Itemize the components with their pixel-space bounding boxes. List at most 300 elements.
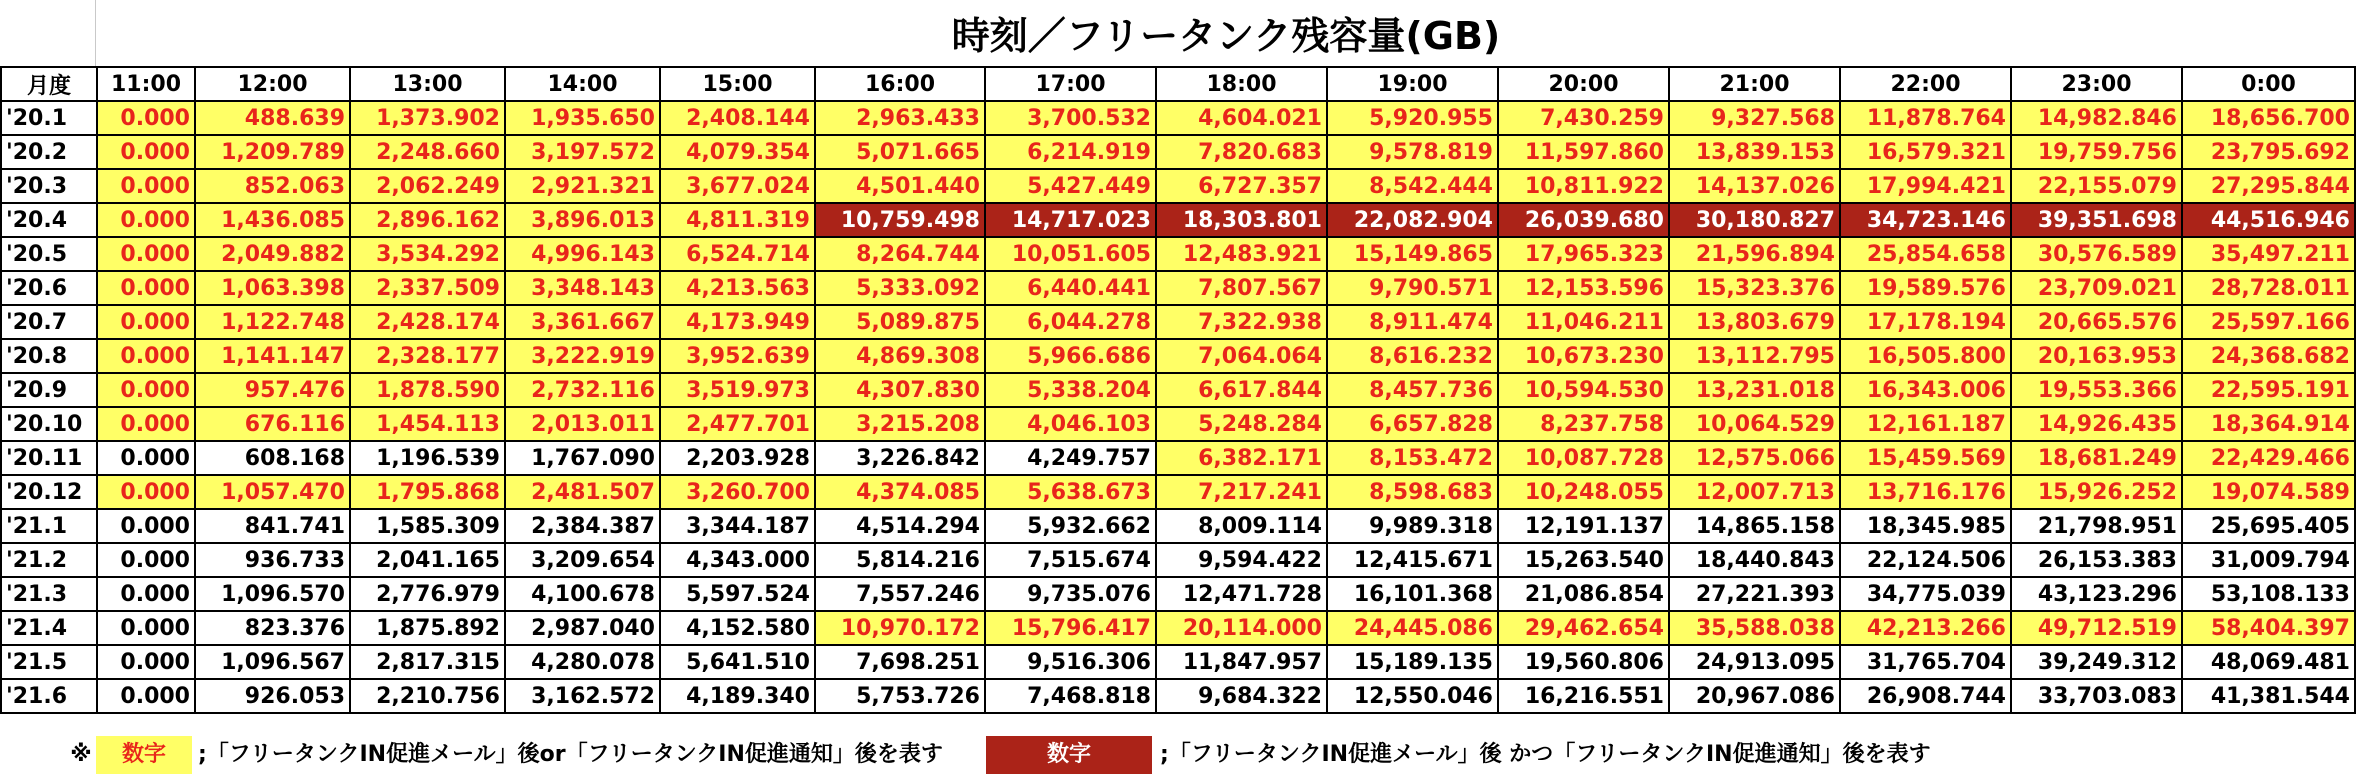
value-cell[interactable]: 34,775.039 <box>1840 577 2011 611</box>
table-row <box>1 407 2355 441</box>
value-cell[interactable]: 3,348.143 <box>505 271 660 305</box>
value-cell[interactable]: 7,217.241 <box>1156 475 1327 509</box>
value-cell[interactable]: 4,307.830 <box>815 373 985 407</box>
value-cell[interactable]: 35,497.211 <box>2182 237 2355 271</box>
value-cell[interactable]: 17,994.421 <box>1840 169 2011 203</box>
value-cell[interactable]: 0.000 <box>97 611 195 645</box>
value-cell[interactable]: 2,896.162 <box>350 203 505 237</box>
table-row <box>1 475 2355 509</box>
legend-yellow-description: ;「フリータンクIN促進メール」後or「フリータンクIN促進通知」後を表す <box>198 742 943 767</box>
value-cell[interactable]: 5,333.092 <box>815 271 985 305</box>
value-cell[interactable]: 3,677.024 <box>660 169 815 203</box>
value-cell[interactable]: 3,344.187 <box>660 509 815 543</box>
value-cell[interactable]: 3,700.532 <box>985 101 1156 135</box>
month-cell[interactable]: '21.3 <box>1 577 97 611</box>
value-cell[interactable]: 22,082.904 <box>1327 203 1498 237</box>
month-cell[interactable]: '20.6 <box>1 271 97 305</box>
header-hour[interactable]: 15:00 <box>660 67 815 101</box>
value-cell[interactable]: 18,440.843 <box>1669 543 1840 577</box>
value-cell[interactable]: 21,596.894 <box>1669 237 1840 271</box>
value-cell[interactable]: 41,381.544 <box>2182 679 2355 713</box>
value-cell[interactable]: 7,430.259 <box>1498 101 1669 135</box>
value-cell[interactable]: 23,795.692 <box>2182 135 2355 169</box>
legend-red-swatch: 数字 <box>986 736 1152 774</box>
value-cell[interactable]: 0.000 <box>97 373 195 407</box>
value-cell[interactable]: 6,214.919 <box>985 135 1156 169</box>
value-cell[interactable]: 15,323.376 <box>1669 271 1840 305</box>
header-hour[interactable]: 17:00 <box>985 67 1156 101</box>
value-cell[interactable]: 17,965.323 <box>1498 237 1669 271</box>
header-hour[interactable]: 13:00 <box>350 67 505 101</box>
header-row <box>1 67 2355 101</box>
value-cell[interactable]: 1,878.590 <box>350 373 505 407</box>
value-cell[interactable]: 2,041.165 <box>350 543 505 577</box>
value-cell[interactable]: 53,108.133 <box>2182 577 2355 611</box>
value-cell[interactable]: 8,457.736 <box>1327 373 1498 407</box>
table-row <box>1 339 2355 373</box>
value-cell[interactable]: 1,196.539 <box>350 441 505 475</box>
value-cell[interactable]: 676.116 <box>195 407 350 441</box>
value-cell[interactable]: 936.733 <box>195 543 350 577</box>
value-cell[interactable]: 2,062.249 <box>350 169 505 203</box>
value-cell[interactable]: 5,966.686 <box>985 339 1156 373</box>
header-hour[interactable]: 22:00 <box>1840 67 2011 101</box>
value-cell[interactable]: 1,209.789 <box>195 135 350 169</box>
value-cell[interactable]: 13,803.679 <box>1669 305 1840 339</box>
value-cell[interactable]: 35,588.038 <box>1669 611 1840 645</box>
value-cell[interactable]: 5,071.665 <box>815 135 985 169</box>
month-cell[interactable]: '20.5 <box>1 237 97 271</box>
value-cell[interactable]: 13,716.176 <box>1840 475 2011 509</box>
value-cell[interactable]: 25,854.658 <box>1840 237 2011 271</box>
value-cell[interactable]: 4,189.340 <box>660 679 815 713</box>
value-cell[interactable]: 33,703.083 <box>2011 679 2182 713</box>
value-cell[interactable]: 4,374.085 <box>815 475 985 509</box>
value-cell[interactable]: 10,064.529 <box>1669 407 1840 441</box>
value-cell[interactable]: 11,878.764 <box>1840 101 2011 135</box>
value-cell[interactable]: 3,952.639 <box>660 339 815 373</box>
value-cell[interactable]: 22,595.191 <box>2182 373 2355 407</box>
value-cell[interactable]: 14,865.158 <box>1669 509 1840 543</box>
value-cell[interactable]: 15,926.252 <box>2011 475 2182 509</box>
header-hour[interactable]: 11:00 <box>97 67 195 101</box>
value-cell[interactable]: 15,149.865 <box>1327 237 1498 271</box>
value-cell[interactable]: 5,089.875 <box>815 305 985 339</box>
value-cell[interactable]: 10,087.728 <box>1498 441 1669 475</box>
value-cell[interactable]: 7,064.064 <box>1156 339 1327 373</box>
value-cell[interactable]: 823.376 <box>195 611 350 645</box>
value-cell[interactable]: 12,483.921 <box>1156 237 1327 271</box>
value-cell[interactable]: 19,759.756 <box>2011 135 2182 169</box>
value-cell[interactable]: 20,114.000 <box>1156 611 1327 645</box>
value-cell[interactable]: 23,709.021 <box>2011 271 2182 305</box>
value-cell[interactable]: 8,911.474 <box>1327 305 1498 339</box>
value-cell[interactable]: 19,560.806 <box>1498 645 1669 679</box>
value-cell[interactable]: 20,163.953 <box>2011 339 2182 373</box>
value-cell[interactable]: 4,343.000 <box>660 543 815 577</box>
value-cell[interactable]: 29,462.654 <box>1498 611 1669 645</box>
value-cell[interactable]: 7,557.246 <box>815 577 985 611</box>
value-cell[interactable]: 1,767.090 <box>505 441 660 475</box>
value-cell[interactable]: 3,215.208 <box>815 407 985 441</box>
value-cell[interactable]: 3,896.013 <box>505 203 660 237</box>
table-row <box>1 543 2355 577</box>
value-cell[interactable]: 9,578.819 <box>1327 135 1498 169</box>
value-cell[interactable]: 24,913.095 <box>1669 645 1840 679</box>
value-cell[interactable]: 14,717.023 <box>985 203 1156 237</box>
value-cell[interactable]: 13,112.795 <box>1669 339 1840 373</box>
value-cell[interactable]: 5,338.204 <box>985 373 1156 407</box>
value-cell[interactable]: 22,124.506 <box>1840 543 2011 577</box>
value-cell[interactable]: 15,459.569 <box>1840 441 2011 475</box>
value-cell[interactable]: 2,732.116 <box>505 373 660 407</box>
value-cell[interactable]: 3,222.919 <box>505 339 660 373</box>
value-cell[interactable]: 25,597.166 <box>2182 305 2355 339</box>
value-cell[interactable]: 4,046.103 <box>985 407 1156 441</box>
value-cell[interactable]: 9,684.322 <box>1156 679 1327 713</box>
value-cell[interactable]: 11,046.211 <box>1498 305 1669 339</box>
value-cell[interactable]: 0.000 <box>97 271 195 305</box>
table-row <box>1 237 2355 271</box>
value-cell[interactable]: 1,585.309 <box>350 509 505 543</box>
value-cell[interactable]: 10,811.922 <box>1498 169 1669 203</box>
value-cell[interactable]: 7,820.683 <box>1156 135 1327 169</box>
value-cell[interactable]: 4,811.319 <box>660 203 815 237</box>
value-cell[interactable]: 11,597.860 <box>1498 135 1669 169</box>
value-cell[interactable]: 8,616.232 <box>1327 339 1498 373</box>
value-cell[interactable]: 2,817.315 <box>350 645 505 679</box>
month-cell[interactable]: '20.2 <box>1 135 97 169</box>
value-cell[interactable]: 10,051.605 <box>985 237 1156 271</box>
value-cell[interactable]: 0.000 <box>97 101 195 135</box>
value-cell[interactable]: 6,044.278 <box>985 305 1156 339</box>
value-cell[interactable]: 0.000 <box>97 203 195 237</box>
value-cell[interactable]: 6,657.828 <box>1327 407 1498 441</box>
value-cell[interactable]: 39,249.312 <box>2011 645 2182 679</box>
value-cell[interactable]: 22,429.466 <box>2182 441 2355 475</box>
value-cell[interactable]: 18,681.249 <box>2011 441 2182 475</box>
value-cell[interactable]: 16,101.368 <box>1327 577 1498 611</box>
value-cell[interactable]: 9,327.568 <box>1669 101 1840 135</box>
value-cell[interactable]: 3,260.700 <box>660 475 815 509</box>
value-cell[interactable]: 15,263.540 <box>1498 543 1669 577</box>
month-cell[interactable]: '21.2 <box>1 543 97 577</box>
header-hour[interactable]: 12:00 <box>195 67 350 101</box>
header-hour[interactable]: 21:00 <box>1669 67 1840 101</box>
month-cell[interactable]: '20.3 <box>1 169 97 203</box>
value-cell[interactable]: 2,428.174 <box>350 305 505 339</box>
value-cell[interactable]: 2,328.177 <box>350 339 505 373</box>
value-cell[interactable]: 1,057.470 <box>195 475 350 509</box>
value-cell[interactable]: 16,343.006 <box>1840 373 2011 407</box>
value-cell[interactable]: 19,589.576 <box>1840 271 2011 305</box>
value-cell[interactable]: 22,155.079 <box>2011 169 2182 203</box>
value-cell[interactable]: 19,074.589 <box>2182 475 2355 509</box>
value-cell[interactable]: 4,100.678 <box>505 577 660 611</box>
value-cell[interactable]: 5,427.449 <box>985 169 1156 203</box>
value-cell[interactable]: 4,079.354 <box>660 135 815 169</box>
value-cell[interactable]: 5,597.524 <box>660 577 815 611</box>
value-cell[interactable]: 0.000 <box>97 305 195 339</box>
value-cell[interactable]: 4,996.143 <box>505 237 660 271</box>
header-hour[interactable]: 18:00 <box>1156 67 1327 101</box>
value-cell[interactable]: 44,516.946 <box>2182 203 2355 237</box>
value-cell[interactable]: 4,213.563 <box>660 271 815 305</box>
value-cell[interactable]: 1,096.567 <box>195 645 350 679</box>
value-cell[interactable]: 18,364.914 <box>2182 407 2355 441</box>
value-cell[interactable]: 2,481.507 <box>505 475 660 509</box>
value-cell[interactable]: 8,237.758 <box>1498 407 1669 441</box>
value-cell[interactable]: 49,712.519 <box>2011 611 2182 645</box>
value-cell[interactable]: 31,765.704 <box>1840 645 2011 679</box>
value-cell[interactable]: 8,264.744 <box>815 237 985 271</box>
legend-red-description: ;「フリータンクIN促進メール」後 かつ「フリータンクIN促進通知」後を表す <box>1160 742 1931 767</box>
value-cell[interactable]: 17,178.194 <box>1840 305 2011 339</box>
month-cell[interactable]: '20.11 <box>1 441 97 475</box>
header-hour[interactable]: 19:00 <box>1327 67 1498 101</box>
value-cell[interactable]: 26,908.744 <box>1840 679 2011 713</box>
value-cell[interactable]: 21,086.854 <box>1498 577 1669 611</box>
value-cell[interactable]: 2,384.387 <box>505 509 660 543</box>
value-cell[interactable]: 957.476 <box>195 373 350 407</box>
value-cell[interactable]: 10,673.230 <box>1498 339 1669 373</box>
value-cell[interactable]: 4,514.294 <box>815 509 985 543</box>
value-cell[interactable]: 6,524.714 <box>660 237 815 271</box>
value-cell[interactable]: 8,153.472 <box>1327 441 1498 475</box>
value-cell[interactable]: 1,063.398 <box>195 271 350 305</box>
value-cell[interactable]: 3,226.842 <box>815 441 985 475</box>
value-cell[interactable]: 12,550.046 <box>1327 679 1498 713</box>
value-cell[interactable]: 12,007.713 <box>1669 475 1840 509</box>
value-cell[interactable]: 4,152.580 <box>660 611 815 645</box>
value-cell[interactable]: 2,477.701 <box>660 407 815 441</box>
value-cell[interactable]: 12,575.066 <box>1669 441 1840 475</box>
value-cell[interactable]: 20,665.576 <box>2011 305 2182 339</box>
value-cell[interactable]: 0.000 <box>97 135 195 169</box>
value-cell[interactable]: 4,501.440 <box>815 169 985 203</box>
value-cell[interactable]: 7,322.938 <box>1156 305 1327 339</box>
value-cell[interactable]: 4,280.078 <box>505 645 660 679</box>
sheet-title: 時刻／フリータンク残容量(GB) <box>951 14 1501 58</box>
value-cell[interactable]: 30,180.827 <box>1669 203 1840 237</box>
value-cell[interactable]: 13,231.018 <box>1669 373 1840 407</box>
value-cell[interactable]: 6,617.844 <box>1156 373 1327 407</box>
value-cell[interactable]: 18,303.801 <box>1156 203 1327 237</box>
value-cell[interactable]: 0.000 <box>97 645 195 679</box>
value-cell[interactable]: 10,970.172 <box>815 611 985 645</box>
value-cell[interactable]: 5,814.216 <box>815 543 985 577</box>
value-cell[interactable]: 14,926.435 <box>2011 407 2182 441</box>
month-cell[interactable]: '20.8 <box>1 339 97 373</box>
value-cell[interactable]: 14,137.026 <box>1669 169 1840 203</box>
value-cell[interactable]: 12,161.187 <box>1840 407 2011 441</box>
value-cell[interactable]: 31,009.794 <box>2182 543 2355 577</box>
month-cell[interactable]: '20.1 <box>1 101 97 135</box>
value-cell[interactable]: 12,415.671 <box>1327 543 1498 577</box>
value-cell[interactable]: 25,695.405 <box>2182 509 2355 543</box>
value-cell[interactable]: 16,505.800 <box>1840 339 2011 373</box>
value-cell[interactable]: 0.000 <box>97 679 195 713</box>
month-cell[interactable]: '20.7 <box>1 305 97 339</box>
value-cell[interactable]: 9,594.422 <box>1156 543 1327 577</box>
value-cell[interactable]: 2,963.433 <box>815 101 985 135</box>
month-cell[interactable]: '21.5 <box>1 645 97 679</box>
value-cell[interactable]: 11,847.957 <box>1156 645 1327 679</box>
value-cell[interactable]: 3,361.667 <box>505 305 660 339</box>
value-cell[interactable]: 608.168 <box>195 441 350 475</box>
value-cell[interactable]: 12,153.596 <box>1498 271 1669 305</box>
value-cell[interactable]: 6,727.357 <box>1156 169 1327 203</box>
value-cell[interactable]: 18,656.700 <box>2182 101 2355 135</box>
value-cell[interactable]: 0.000 <box>97 475 195 509</box>
month-cell[interactable]: '20.10 <box>1 407 97 441</box>
value-cell[interactable]: 841.741 <box>195 509 350 543</box>
value-cell[interactable]: 27,295.844 <box>2182 169 2355 203</box>
value-cell[interactable]: 2,408.144 <box>660 101 815 135</box>
value-cell[interactable]: 3,534.292 <box>350 237 505 271</box>
value-cell[interactable]: 10,759.498 <box>815 203 985 237</box>
value-cell[interactable]: 5,641.510 <box>660 645 815 679</box>
table-row <box>1 577 2355 611</box>
value-cell[interactable]: 5,920.955 <box>1327 101 1498 135</box>
value-cell[interactable]: 0.000 <box>97 339 195 373</box>
month-cell[interactable]: '20.12 <box>1 475 97 509</box>
value-cell[interactable]: 6,382.171 <box>1156 441 1327 475</box>
value-cell[interactable]: 12,471.728 <box>1156 577 1327 611</box>
value-cell[interactable]: 9,516.306 <box>985 645 1156 679</box>
table-row <box>1 611 2355 645</box>
value-cell[interactable]: 58,404.397 <box>2182 611 2355 645</box>
header-hour[interactable]: 16:00 <box>815 67 985 101</box>
value-cell[interactable]: 15,189.135 <box>1327 645 1498 679</box>
header-hour[interactable]: 0:00 <box>2182 67 2355 101</box>
value-cell[interactable]: 0.000 <box>97 543 195 577</box>
value-cell[interactable]: 3,209.654 <box>505 543 660 577</box>
value-cell[interactable]: 1,935.650 <box>505 101 660 135</box>
value-cell[interactable]: 5,638.673 <box>985 475 1156 509</box>
value-cell[interactable]: 1,141.147 <box>195 339 350 373</box>
value-cell[interactable]: 12,191.137 <box>1498 509 1669 543</box>
table-row <box>1 645 2355 679</box>
value-cell[interactable]: 1,795.868 <box>350 475 505 509</box>
month-cell[interactable]: '21.1 <box>1 509 97 543</box>
value-cell[interactable]: 4,869.308 <box>815 339 985 373</box>
value-cell[interactable]: 16,579.321 <box>1840 135 2011 169</box>
header-hour[interactable]: 14:00 <box>505 67 660 101</box>
value-cell[interactable]: 42,213.266 <box>1840 611 2011 645</box>
value-cell[interactable]: 926.053 <box>195 679 350 713</box>
value-cell[interactable]: 6,440.441 <box>985 271 1156 305</box>
value-cell[interactable]: 9,790.571 <box>1327 271 1498 305</box>
value-cell[interactable]: 3,162.572 <box>505 679 660 713</box>
value-cell[interactable]: 28,728.011 <box>2182 271 2355 305</box>
value-cell[interactable]: 1,096.570 <box>195 577 350 611</box>
table-row <box>1 373 2355 407</box>
data-table <box>0 66 2356 714</box>
value-cell[interactable]: 7,807.567 <box>1156 271 1327 305</box>
value-cell[interactable]: 0.000 <box>97 577 195 611</box>
value-cell[interactable]: 24,368.682 <box>2182 339 2355 373</box>
value-cell[interactable]: 8,009.114 <box>1156 509 1327 543</box>
value-cell[interactable]: 7,698.251 <box>815 645 985 679</box>
value-cell[interactable]: 39,351.698 <box>2011 203 2182 237</box>
value-cell[interactable]: 24,445.086 <box>1327 611 1498 645</box>
value-cell[interactable]: 8,542.444 <box>1327 169 1498 203</box>
value-cell[interactable]: 2,987.040 <box>505 611 660 645</box>
value-cell[interactable]: 34,723.146 <box>1840 203 2011 237</box>
value-cell[interactable]: 20,967.086 <box>1669 679 1840 713</box>
value-cell[interactable]: 0.000 <box>97 441 195 475</box>
value-cell[interactable]: 5,932.662 <box>985 509 1156 543</box>
value-cell[interactable]: 10,248.055 <box>1498 475 1669 509</box>
value-cell[interactable]: 48,069.481 <box>2182 645 2355 679</box>
value-cell[interactable]: 26,039.680 <box>1498 203 1669 237</box>
value-cell[interactable]: 4,604.021 <box>1156 101 1327 135</box>
month-cell[interactable]: '21.6 <box>1 679 97 713</box>
value-cell[interactable]: 19,553.366 <box>2011 373 2182 407</box>
value-cell[interactable]: 488.639 <box>195 101 350 135</box>
value-cell[interactable]: 1,436.085 <box>195 203 350 237</box>
header-hour[interactable]: 23:00 <box>2011 67 2182 101</box>
value-cell[interactable]: 16,216.551 <box>1498 679 1669 713</box>
value-cell[interactable]: 15,796.417 <box>985 611 1156 645</box>
value-cell[interactable]: 7,468.818 <box>985 679 1156 713</box>
value-cell[interactable]: 2,248.660 <box>350 135 505 169</box>
month-cell[interactable]: '20.9 <box>1 373 97 407</box>
value-cell[interactable]: 14,982.846 <box>2011 101 2182 135</box>
month-cell[interactable]: '21.4 <box>1 611 97 645</box>
value-cell[interactable]: 30,576.589 <box>2011 237 2182 271</box>
value-cell[interactable]: 8,598.683 <box>1327 475 1498 509</box>
value-cell[interactable]: 43,123.296 <box>2011 577 2182 611</box>
value-cell[interactable]: 4,249.757 <box>985 441 1156 475</box>
value-cell[interactable]: 2,337.509 <box>350 271 505 305</box>
value-cell[interactable]: 9,735.076 <box>985 577 1156 611</box>
value-cell[interactable]: 7,515.674 <box>985 543 1156 577</box>
value-cell[interactable]: 10,594.530 <box>1498 373 1669 407</box>
value-cell[interactable]: 1,454.113 <box>350 407 505 441</box>
value-cell[interactable]: 0.000 <box>97 169 195 203</box>
value-cell[interactable]: 21,798.951 <box>2011 509 2182 543</box>
value-cell[interactable]: 0.000 <box>97 237 195 271</box>
value-cell[interactable]: 2,210.756 <box>350 679 505 713</box>
value-cell[interactable]: 2,776.979 <box>350 577 505 611</box>
value-cell[interactable]: 1,373.902 <box>350 101 505 135</box>
value-cell[interactable]: 2,049.882 <box>195 237 350 271</box>
value-cell[interactable]: 26,153.383 <box>2011 543 2182 577</box>
value-cell[interactable]: 1,122.748 <box>195 305 350 339</box>
value-cell[interactable]: 3,197.572 <box>505 135 660 169</box>
value-cell[interactable]: 852.063 <box>195 169 350 203</box>
value-cell[interactable]: 5,753.726 <box>815 679 985 713</box>
value-cell[interactable]: 2,921.321 <box>505 169 660 203</box>
value-cell[interactable]: 3,519.973 <box>660 373 815 407</box>
value-cell[interactable]: 13,839.153 <box>1669 135 1840 169</box>
value-cell[interactable]: 18,345.985 <box>1840 509 2011 543</box>
value-cell[interactable]: 0.000 <box>97 509 195 543</box>
month-cell[interactable]: '20.4 <box>1 203 97 237</box>
value-cell[interactable]: 1,875.892 <box>350 611 505 645</box>
header-month[interactable]: 月度 <box>1 67 97 101</box>
value-cell[interactable]: 0.000 <box>97 407 195 441</box>
value-cell[interactable]: 2,203.928 <box>660 441 815 475</box>
value-cell[interactable]: 4,173.949 <box>660 305 815 339</box>
value-cell[interactable]: 2,013.011 <box>505 407 660 441</box>
value-cell[interactable]: 27,221.393 <box>1669 577 1840 611</box>
value-cell[interactable]: 9,989.318 <box>1327 509 1498 543</box>
header-hour[interactable]: 20:00 <box>1498 67 1669 101</box>
value-cell[interactable]: 5,248.284 <box>1156 407 1327 441</box>
